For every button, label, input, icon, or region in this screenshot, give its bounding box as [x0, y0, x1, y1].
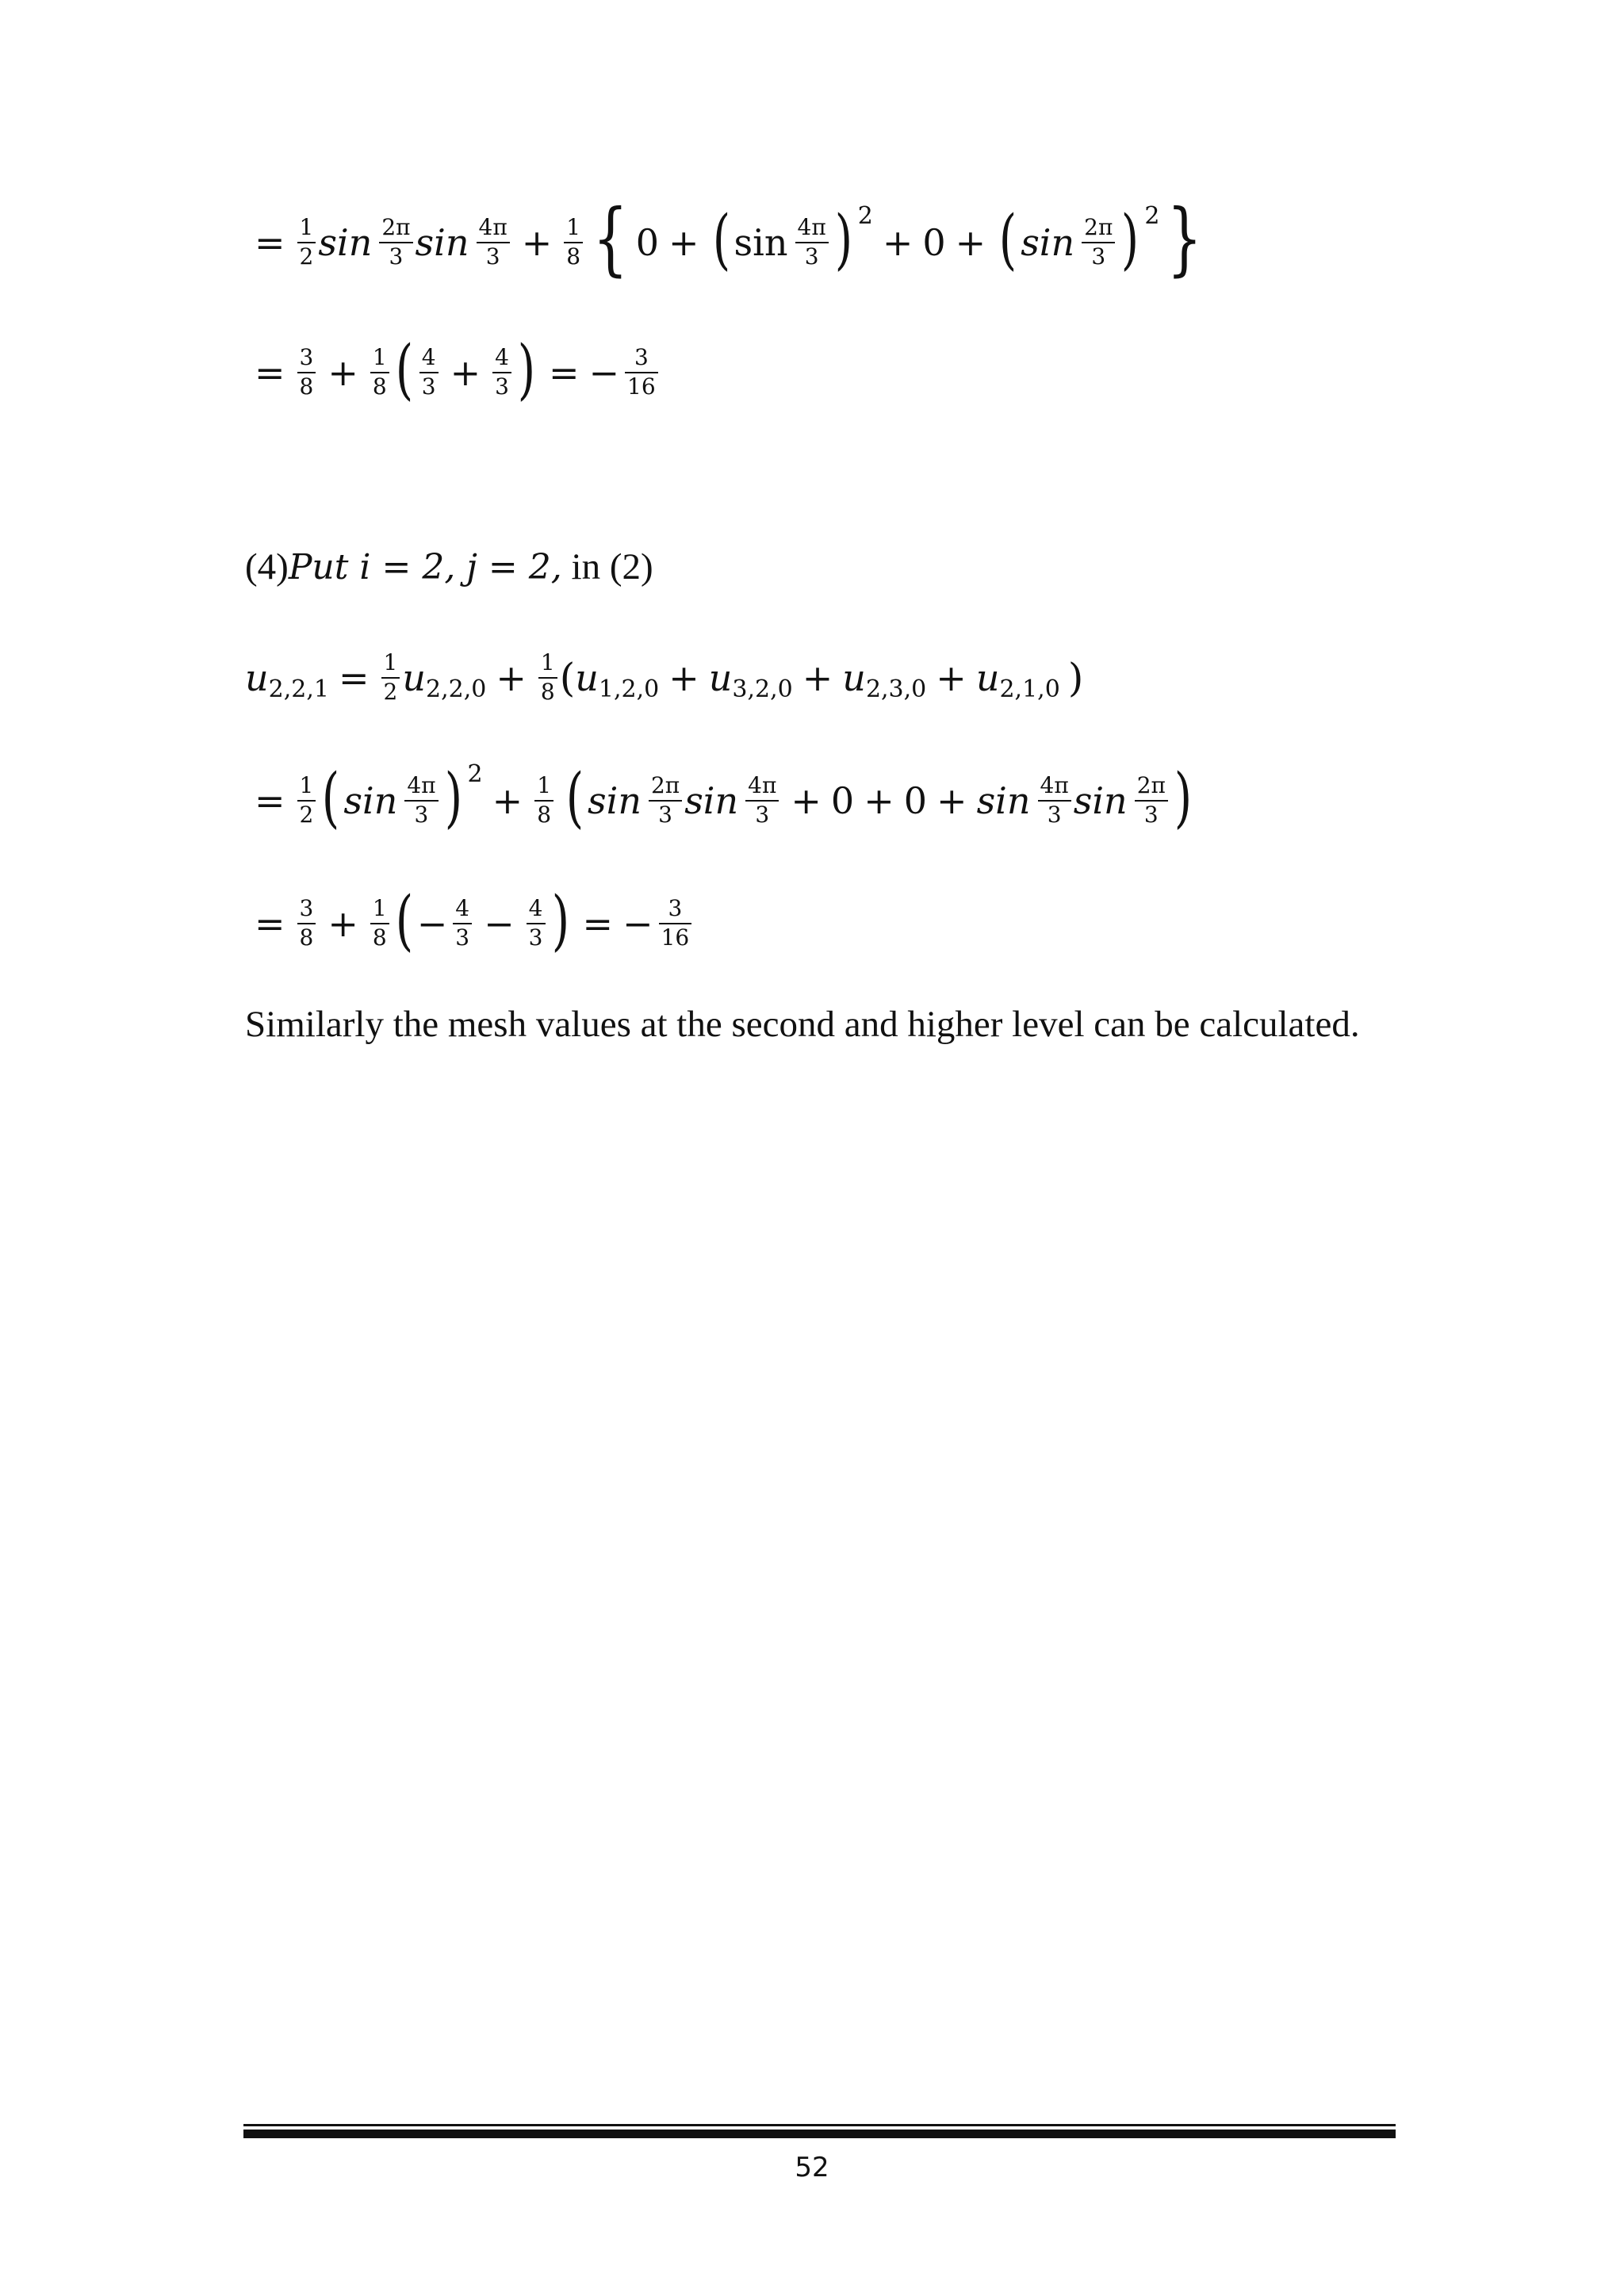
footer-rule-thick	[243, 2130, 1396, 2138]
fraction: $\frac{4}{3}$	[419, 346, 439, 400]
page-number: 52	[795, 2152, 829, 2183]
plus-sign: +	[492, 779, 523, 822]
plus-sign: +	[327, 902, 358, 945]
fraction: $\frac{4\pi}{3}$	[795, 216, 829, 270]
sin-function: sin	[1073, 779, 1128, 822]
equals-sign: =	[255, 902, 285, 945]
fraction: $\frac{1}{8}$	[370, 897, 389, 951]
sin-function: sin	[976, 779, 1031, 822]
left-paren: (	[395, 332, 413, 408]
right-paren: )	[517, 332, 536, 408]
fraction: $\frac{4}{3}$	[453, 897, 472, 951]
subscript: 2,2,0	[426, 675, 487, 703]
subscript: 1,2,0	[598, 675, 660, 703]
minus-sign: −	[416, 902, 448, 945]
sin-function: sin	[1021, 221, 1075, 264]
exponent: 2	[857, 201, 873, 230]
plus-sign: +	[802, 656, 833, 699]
equals-sign: =	[255, 779, 285, 822]
fraction: $\frac{1}{2}$	[381, 651, 400, 705]
fraction: $\frac{2\pi}{3}$	[649, 774, 682, 828]
left-paren: (	[712, 202, 730, 277]
left-paren: (	[395, 883, 413, 959]
fraction: $\frac{2\pi}{3}$	[379, 216, 412, 270]
fraction: $\frac{1}{8}$	[370, 346, 389, 400]
left-paren: (	[322, 760, 340, 836]
plus-sign: +	[864, 779, 894, 822]
minus-sign: −	[484, 902, 515, 945]
fraction: $\frac{1}{2}$	[297, 774, 316, 828]
variable-u: u	[245, 656, 269, 699]
number: 0	[922, 221, 946, 264]
equals-sign: =	[582, 902, 614, 945]
step-expression: Put i = 2, j = 2,	[288, 547, 562, 587]
subscript: 2,3,0	[865, 675, 927, 703]
right-paren: )	[1174, 760, 1193, 836]
plus-sign: +	[450, 351, 481, 394]
variable-u: u	[402, 656, 426, 699]
equation-line-2	[245, 321, 661, 424]
fraction: $\frac{1}{2}$	[297, 216, 316, 270]
equals-sign: =	[255, 221, 285, 264]
fraction: $\frac{4}{3}$	[492, 346, 511, 400]
footer-rule-thin	[243, 2124, 1396, 2126]
fraction: $\frac{1}{8}$	[564, 216, 583, 270]
plus-sign: +	[791, 779, 822, 822]
equals-sign: =	[338, 656, 370, 699]
sin-function: sin	[318, 221, 373, 264]
plus-sign: +	[521, 221, 553, 264]
exponent: 2	[1144, 201, 1160, 230]
fraction: $\frac{4\pi}{3}$	[477, 216, 510, 270]
sin-function: sin	[684, 779, 739, 822]
fraction: $\frac{1}{8}$	[538, 651, 557, 705]
equation-line-4	[245, 749, 1196, 852]
equation-line-5	[245, 872, 694, 975]
fraction: $\frac{3}{16}$	[659, 897, 692, 951]
number: 0	[830, 779, 855, 822]
left-paren: (	[998, 202, 1017, 277]
fraction: $\frac{4\pi}{3}$	[745, 774, 779, 828]
step-number: (4)	[245, 546, 289, 587]
fraction: $\frac{3}{8}$	[297, 346, 316, 400]
plus-sign: +	[882, 221, 914, 264]
body-paragraph: Similarly the mesh values at the second and higher level can be calculated.	[245, 1004, 1360, 1045]
variable-u: u	[708, 656, 733, 699]
variable-u: u	[575, 656, 599, 699]
sin-function: sin	[415, 221, 469, 264]
plus-sign: +	[496, 656, 527, 699]
sin-function: sin	[733, 221, 788, 264]
right-paren: )	[834, 202, 852, 277]
plus-sign: +	[936, 779, 967, 822]
fraction: $\frac{2\pi}{3}$	[1082, 216, 1115, 270]
subscript: 2,2,1	[268, 675, 329, 703]
number: 0	[903, 779, 928, 822]
subscript: 3,2,0	[732, 675, 793, 703]
exponent: 2	[467, 760, 483, 788]
equals-sign: =	[548, 351, 580, 394]
equation-line-1	[245, 191, 1210, 294]
fraction: $\frac{4}{3}$	[527, 897, 546, 951]
plus-sign: +	[327, 351, 358, 394]
fraction: $\frac{4\pi}{3}$	[1038, 774, 1071, 828]
fraction: $\frac{2\pi}{3}$	[1135, 774, 1168, 828]
right-paren: )	[1067, 655, 1084, 701]
fraction: $\frac{4\pi}{3}$	[404, 774, 438, 828]
left-brace: {	[592, 192, 629, 285]
fraction: $\frac{3}{8}$	[297, 897, 316, 951]
right-paren: )	[1121, 202, 1139, 277]
plus-sign: +	[936, 656, 967, 699]
plus-sign: +	[955, 221, 986, 264]
fraction: $\frac{3}{16}$	[625, 346, 658, 400]
variable-u: u	[842, 656, 866, 699]
number: 0	[635, 221, 659, 264]
subscript: 2,1,0	[999, 675, 1060, 703]
fraction: $\frac{1}{8}$	[534, 774, 553, 828]
variable-u: u	[975, 656, 1000, 699]
step-heading	[245, 545, 653, 588]
sin-function: sin	[343, 779, 398, 822]
equals-sign: =	[255, 351, 285, 394]
plus-sign: +	[668, 221, 699, 264]
step-reference: in (2)	[561, 546, 653, 587]
right-paren: )	[551, 883, 569, 959]
right-paren: )	[444, 760, 462, 836]
minus-sign: −	[588, 351, 620, 394]
sin-function: sin	[588, 779, 642, 822]
plus-sign: +	[668, 656, 699, 699]
left-paren: (	[565, 760, 584, 836]
left-paren: (	[559, 655, 576, 701]
right-brace: }	[1166, 192, 1203, 285]
equation-line-3	[245, 626, 1083, 729]
minus-sign: −	[622, 902, 653, 945]
